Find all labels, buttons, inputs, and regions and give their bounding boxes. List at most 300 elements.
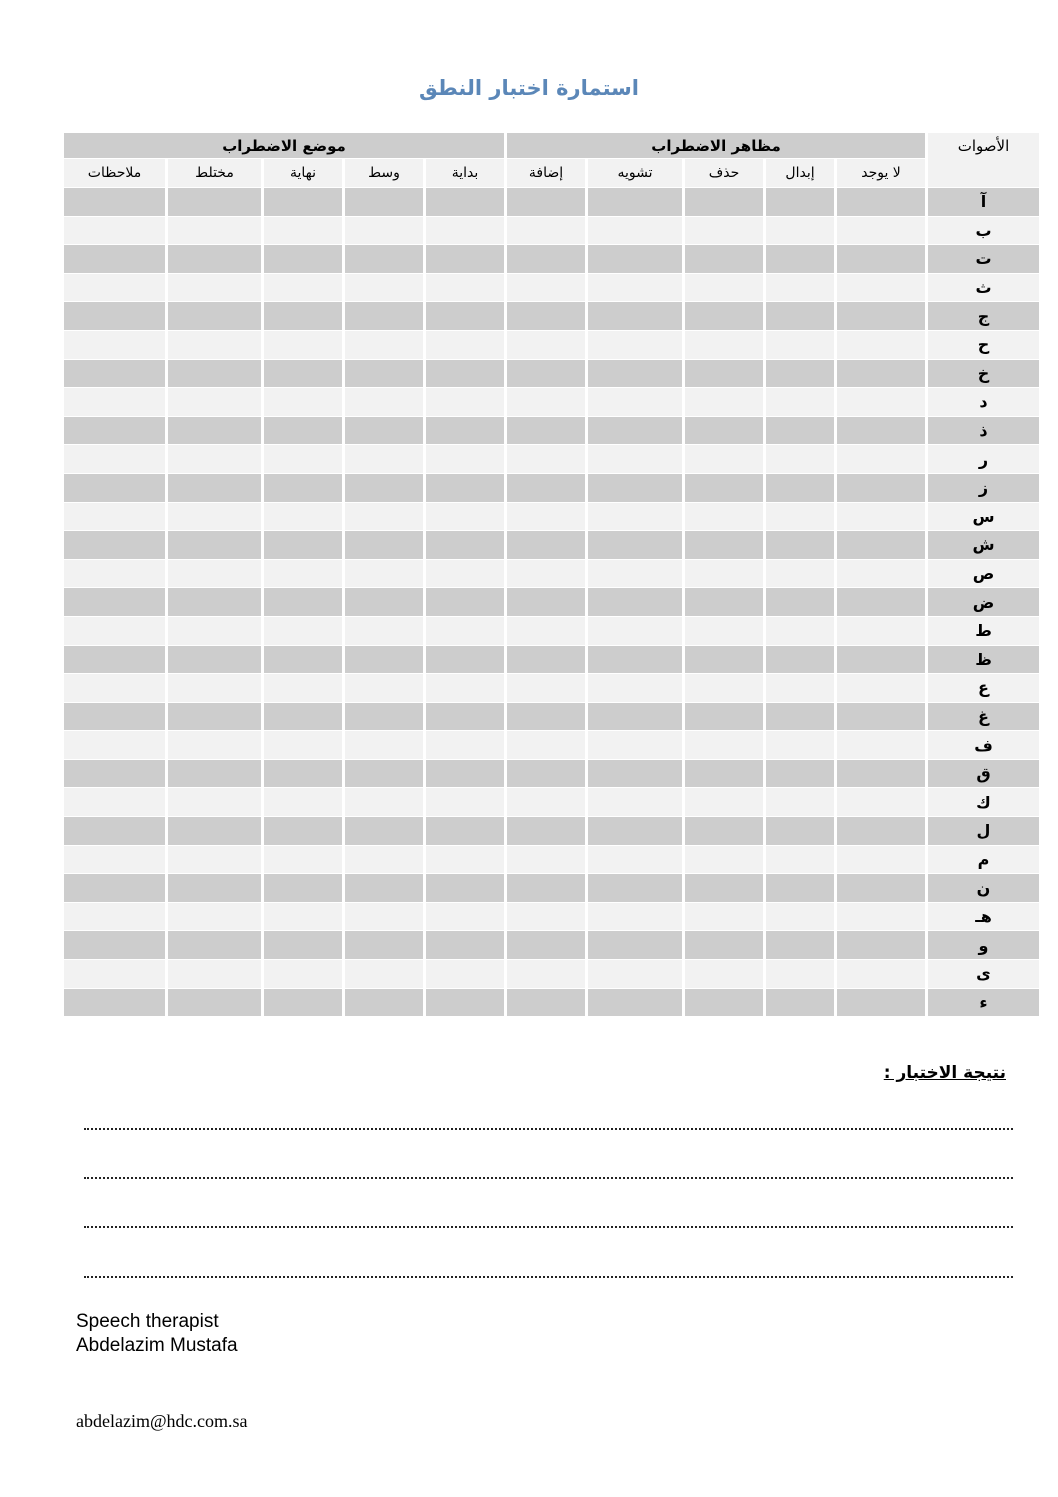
table-cell[interactable] — [507, 617, 585, 645]
table-cell[interactable] — [766, 989, 834, 1017]
table-cell[interactable] — [426, 331, 504, 359]
table-cell[interactable] — [345, 417, 423, 445]
table-cell[interactable] — [345, 846, 423, 874]
table-cell[interactable] — [264, 931, 342, 959]
table-cell[interactable] — [345, 245, 423, 273]
table-cell[interactable] — [64, 188, 165, 216]
table-cell[interactable] — [345, 388, 423, 416]
table-cell[interactable] — [766, 274, 834, 302]
table-cell[interactable] — [837, 188, 925, 216]
table-cell[interactable] — [588, 788, 682, 816]
table-cell[interactable] — [766, 674, 834, 702]
table-cell[interactable] — [588, 531, 682, 559]
table-cell[interactable] — [426, 445, 504, 473]
table-cell[interactable] — [264, 417, 342, 445]
table-cell[interactable] — [507, 760, 585, 788]
table-cell[interactable] — [264, 531, 342, 559]
table-cell[interactable] — [507, 474, 585, 502]
table-cell[interactable] — [507, 931, 585, 959]
table-cell[interactable] — [507, 331, 585, 359]
table-cell[interactable] — [766, 388, 834, 416]
table-cell[interactable] — [685, 788, 763, 816]
table-cell[interactable] — [168, 646, 261, 674]
table-cell[interactable] — [345, 989, 423, 1017]
table-cell[interactable] — [168, 245, 261, 273]
table-cell[interactable] — [507, 960, 585, 988]
table-cell[interactable] — [766, 188, 834, 216]
table-cell[interactable] — [64, 731, 165, 759]
table-cell[interactable] — [345, 217, 423, 245]
table-cell[interactable] — [507, 217, 585, 245]
table-cell[interactable] — [426, 817, 504, 845]
table-cell[interactable] — [264, 360, 342, 388]
table-cell[interactable] — [588, 903, 682, 931]
result-line-2[interactable] — [84, 1177, 1013, 1179]
table-cell[interactable] — [426, 703, 504, 731]
table-cell[interactable] — [64, 788, 165, 816]
result-line-1[interactable] — [84, 1128, 1013, 1130]
table-cell[interactable] — [264, 903, 342, 931]
table-cell[interactable] — [588, 274, 682, 302]
table-cell[interactable] — [345, 703, 423, 731]
table-cell[interactable] — [766, 960, 834, 988]
table-cell[interactable] — [685, 846, 763, 874]
table-cell[interactable] — [64, 245, 165, 273]
table-cell[interactable] — [766, 560, 834, 588]
table-cell[interactable] — [837, 760, 925, 788]
table-cell[interactable] — [168, 331, 261, 359]
table-cell[interactable] — [264, 503, 342, 531]
table-cell[interactable] — [426, 274, 504, 302]
table-cell[interactable] — [507, 674, 585, 702]
table-cell[interactable] — [345, 188, 423, 216]
table-cell[interactable] — [588, 703, 682, 731]
table-cell[interactable] — [685, 703, 763, 731]
sound-letter: ذ — [928, 417, 1039, 445]
table-cell[interactable] — [64, 388, 165, 416]
table-cell[interactable] — [264, 817, 342, 845]
table-cell[interactable] — [837, 674, 925, 702]
table-cell[interactable] — [685, 474, 763, 502]
table-cell[interactable] — [264, 217, 342, 245]
table-cell[interactable] — [426, 588, 504, 616]
table-cell[interactable] — [168, 445, 261, 473]
table-cell[interactable] — [426, 188, 504, 216]
table-cell[interactable] — [588, 846, 682, 874]
table-cell[interactable] — [588, 388, 682, 416]
table-cell[interactable] — [345, 503, 423, 531]
table-cell[interactable] — [426, 874, 504, 902]
table-cell[interactable] — [168, 788, 261, 816]
table-cell[interactable] — [426, 903, 504, 931]
table-cell[interactable] — [766, 588, 834, 616]
table-cell[interactable] — [507, 788, 585, 816]
table-cell[interactable] — [507, 817, 585, 845]
table-cell[interactable] — [507, 560, 585, 588]
table-cell[interactable] — [685, 445, 763, 473]
table-cell[interactable] — [64, 360, 165, 388]
table-cell[interactable] — [507, 188, 585, 216]
table-cell[interactable] — [685, 588, 763, 616]
table-cell[interactable] — [64, 817, 165, 845]
table-cell[interactable] — [264, 960, 342, 988]
table-cell[interactable] — [766, 360, 834, 388]
table-cell[interactable] — [345, 903, 423, 931]
table-cell[interactable] — [168, 703, 261, 731]
table-cell[interactable] — [837, 731, 925, 759]
table-cell[interactable] — [507, 703, 585, 731]
table-cell[interactable] — [685, 560, 763, 588]
table-cell[interactable] — [64, 274, 165, 302]
table-cell[interactable] — [345, 817, 423, 845]
table-cell[interactable] — [264, 846, 342, 874]
table-cell[interactable] — [837, 846, 925, 874]
table-cell[interactable] — [426, 989, 504, 1017]
table-cell[interactable] — [588, 217, 682, 245]
table-cell[interactable] — [426, 674, 504, 702]
table-cell[interactable] — [837, 274, 925, 302]
table-cell[interactable] — [507, 588, 585, 616]
table-cell[interactable] — [837, 388, 925, 416]
table-cell[interactable] — [64, 331, 165, 359]
table-cell[interactable] — [766, 531, 834, 559]
table-cell[interactable] — [64, 417, 165, 445]
table-cell[interactable] — [345, 360, 423, 388]
table-cell[interactable] — [168, 360, 261, 388]
table-cell[interactable] — [837, 646, 925, 674]
table-cell[interactable] — [426, 960, 504, 988]
table-cell[interactable] — [64, 560, 165, 588]
table-cell[interactable] — [588, 474, 682, 502]
table-cell[interactable] — [426, 388, 504, 416]
table-cell[interactable] — [685, 760, 763, 788]
table-cell[interactable] — [345, 617, 423, 645]
table-cell[interactable] — [426, 217, 504, 245]
table-cell[interactable] — [766, 417, 834, 445]
table-cell[interactable] — [168, 217, 261, 245]
table-cell[interactable] — [685, 989, 763, 1017]
table-cell[interactable] — [588, 188, 682, 216]
table-cell[interactable] — [588, 445, 682, 473]
table-cell[interactable] — [507, 302, 585, 330]
table-cell[interactable] — [685, 531, 763, 559]
table-cell[interactable] — [837, 788, 925, 816]
table-cell[interactable] — [588, 646, 682, 674]
signature-block — [76, 1310, 238, 1358]
table-cell[interactable] — [766, 646, 834, 674]
table-cell[interactable] — [426, 503, 504, 531]
table-cell[interactable] — [345, 874, 423, 902]
table-cell[interactable] — [345, 731, 423, 759]
table-cell[interactable] — [766, 788, 834, 816]
table-cell[interactable] — [426, 560, 504, 588]
table-cell[interactable] — [264, 474, 342, 502]
table-cell[interactable] — [64, 874, 165, 902]
table-cell[interactable] — [837, 360, 925, 388]
table-cell[interactable] — [426, 474, 504, 502]
table-cell[interactable] — [168, 274, 261, 302]
table-cell[interactable] — [345, 331, 423, 359]
table-cell[interactable] — [588, 731, 682, 759]
table-cell[interactable] — [837, 903, 925, 931]
table-cell[interactable] — [766, 302, 834, 330]
sound-letter: آ — [928, 188, 1039, 216]
sound-letter: س — [928, 503, 1039, 531]
table-cell[interactable] — [588, 302, 682, 330]
table-cell[interactable] — [766, 503, 834, 531]
table-cell[interactable] — [685, 417, 763, 445]
table-cell[interactable] — [168, 388, 261, 416]
table-cell[interactable] — [685, 503, 763, 531]
table-cell[interactable] — [588, 674, 682, 702]
table-cell[interactable] — [64, 302, 165, 330]
table-cell[interactable] — [588, 560, 682, 588]
table-cell[interactable] — [264, 674, 342, 702]
table-cell[interactable] — [766, 931, 834, 959]
table-cell[interactable] — [64, 674, 165, 702]
table-cell[interactable] — [588, 588, 682, 616]
table-cell[interactable] — [766, 474, 834, 502]
table-cell[interactable] — [64, 960, 165, 988]
table-cell[interactable] — [766, 760, 834, 788]
table-cell[interactable] — [264, 989, 342, 1017]
table-cell[interactable] — [837, 331, 925, 359]
table-cell[interactable] — [264, 445, 342, 473]
table-cell[interactable] — [507, 417, 585, 445]
table-cell[interactable] — [507, 245, 585, 273]
table-cell[interactable] — [64, 588, 165, 616]
table-cell[interactable] — [588, 960, 682, 988]
table-cell[interactable] — [837, 874, 925, 902]
table-cell[interactable] — [507, 989, 585, 1017]
table-cell[interactable] — [685, 874, 763, 902]
table-cell[interactable] — [426, 931, 504, 959]
table-cell[interactable] — [64, 646, 165, 674]
table-cell[interactable] — [766, 245, 834, 273]
table-cell[interactable] — [588, 245, 682, 273]
table-cell[interactable] — [507, 903, 585, 931]
result-line-4[interactable] — [84, 1276, 1013, 1278]
table-cell[interactable] — [426, 846, 504, 874]
table-cell[interactable] — [168, 817, 261, 845]
table-cell[interactable] — [426, 788, 504, 816]
table-cell[interactable] — [766, 217, 834, 245]
table-cell[interactable] — [588, 503, 682, 531]
table-cell[interactable] — [426, 531, 504, 559]
table-cell[interactable] — [264, 245, 342, 273]
table-cell[interactable] — [264, 646, 342, 674]
table-cell[interactable] — [685, 274, 763, 302]
table-cell[interactable] — [507, 445, 585, 473]
table-cell[interactable] — [837, 989, 925, 1017]
table-cell[interactable] — [168, 674, 261, 702]
table-cell[interactable] — [685, 388, 763, 416]
table-cell[interactable] — [264, 188, 342, 216]
table-cell[interactable] — [426, 360, 504, 388]
table-cell[interactable] — [64, 503, 165, 531]
table-cell[interactable] — [426, 245, 504, 273]
table-cell[interactable] — [345, 760, 423, 788]
table-cell[interactable] — [426, 760, 504, 788]
table-cell[interactable] — [168, 960, 261, 988]
table-cell[interactable] — [507, 388, 585, 416]
table-cell[interactable] — [766, 817, 834, 845]
table-cell[interactable] — [64, 217, 165, 245]
table-cell[interactable] — [507, 846, 585, 874]
table-cell[interactable] — [837, 531, 925, 559]
table-cell[interactable] — [837, 960, 925, 988]
table-cell[interactable] — [345, 445, 423, 473]
table-cell[interactable] — [507, 503, 585, 531]
result-line-3[interactable] — [84, 1226, 1013, 1228]
table-cell[interactable] — [588, 417, 682, 445]
table-cell[interactable] — [345, 960, 423, 988]
table-cell[interactable] — [837, 245, 925, 273]
table-cell[interactable] — [685, 617, 763, 645]
table-cell[interactable] — [168, 188, 261, 216]
table-cell[interactable] — [264, 617, 342, 645]
table-cell[interactable] — [837, 445, 925, 473]
table-cell[interactable] — [345, 531, 423, 559]
table-cell[interactable] — [837, 617, 925, 645]
table-cell[interactable] — [64, 760, 165, 788]
table-cell[interactable] — [345, 931, 423, 959]
table-cell[interactable] — [64, 531, 165, 559]
table-cell[interactable] — [264, 588, 342, 616]
table-cell[interactable] — [426, 302, 504, 330]
table-cell[interactable] — [766, 874, 834, 902]
table-cell[interactable] — [507, 360, 585, 388]
table-cell[interactable] — [837, 503, 925, 531]
table-cell[interactable] — [588, 874, 682, 902]
table-cell[interactable] — [168, 531, 261, 559]
table-cell[interactable] — [837, 474, 925, 502]
table-cell[interactable] — [507, 731, 585, 759]
table-cell[interactable] — [264, 331, 342, 359]
table-cell[interactable] — [264, 731, 342, 759]
table-cell[interactable] — [507, 874, 585, 902]
table-cell[interactable] — [837, 931, 925, 959]
table-cell[interactable] — [168, 503, 261, 531]
table-cell[interactable] — [64, 846, 165, 874]
table-cell[interactable] — [685, 903, 763, 931]
table-cell[interactable] — [345, 646, 423, 674]
table-cell[interactable] — [837, 817, 925, 845]
table-cell[interactable] — [168, 302, 261, 330]
table-cell[interactable] — [345, 674, 423, 702]
table-cell[interactable] — [168, 588, 261, 616]
table-cell[interactable] — [588, 360, 682, 388]
table-cell[interactable] — [588, 617, 682, 645]
table-cell[interactable] — [685, 674, 763, 702]
table-cell[interactable] — [64, 617, 165, 645]
table-cell[interactable] — [64, 703, 165, 731]
table-cell[interactable] — [345, 474, 423, 502]
table-cell[interactable] — [685, 302, 763, 330]
table-cell[interactable] — [64, 445, 165, 473]
table-cell[interactable] — [64, 989, 165, 1017]
sound-letter: ب — [928, 217, 1039, 245]
table-cell[interactable] — [837, 560, 925, 588]
table-cell[interactable] — [766, 846, 834, 874]
table-cell[interactable] — [685, 931, 763, 959]
table-cell[interactable] — [685, 245, 763, 273]
sounds-header: الأصوات — [928, 133, 1039, 187]
table-cell[interactable] — [64, 903, 165, 931]
table-cell[interactable] — [168, 989, 261, 1017]
table-cell[interactable] — [837, 417, 925, 445]
table-cell[interactable] — [588, 989, 682, 1017]
table-cell[interactable] — [168, 617, 261, 645]
table-cell[interactable] — [168, 903, 261, 931]
table-cell[interactable] — [64, 474, 165, 502]
table-cell[interactable] — [345, 302, 423, 330]
table-cell[interactable] — [264, 302, 342, 330]
table-cell[interactable] — [345, 588, 423, 616]
table-cell[interactable] — [685, 817, 763, 845]
table-cell[interactable] — [685, 188, 763, 216]
table-cell[interactable] — [588, 931, 682, 959]
table-cell[interactable] — [345, 274, 423, 302]
table-cell[interactable] — [766, 731, 834, 759]
table-cell[interactable] — [345, 560, 423, 588]
table-cell[interactable] — [264, 760, 342, 788]
table-cell[interactable] — [426, 617, 504, 645]
table-cell[interactable] — [264, 788, 342, 816]
table-cell[interactable] — [766, 617, 834, 645]
table-cell[interactable] — [685, 360, 763, 388]
table-cell[interactable] — [426, 417, 504, 445]
table-cell[interactable] — [345, 788, 423, 816]
table-cell[interactable] — [168, 931, 261, 959]
table-cell[interactable] — [837, 302, 925, 330]
table-cell[interactable] — [168, 417, 261, 445]
table-cell[interactable] — [837, 217, 925, 245]
table-cell[interactable] — [264, 388, 342, 416]
table-cell[interactable] — [264, 274, 342, 302]
table-cell[interactable] — [685, 331, 763, 359]
table-cell[interactable] — [264, 560, 342, 588]
table-cell[interactable] — [426, 731, 504, 759]
table-cell[interactable] — [168, 874, 261, 902]
table-cell[interactable] — [685, 960, 763, 988]
table-cell[interactable] — [588, 760, 682, 788]
table-cell[interactable] — [168, 846, 261, 874]
table-cell[interactable] — [507, 531, 585, 559]
table-cell[interactable] — [264, 874, 342, 902]
table-cell[interactable] — [766, 331, 834, 359]
table-cell[interactable] — [264, 703, 342, 731]
table-cell[interactable] — [588, 331, 682, 359]
table-cell[interactable] — [168, 731, 261, 759]
table-cell[interactable] — [507, 646, 585, 674]
table-cell[interactable] — [426, 646, 504, 674]
table-cell[interactable] — [766, 703, 834, 731]
table-cell[interactable] — [766, 903, 834, 931]
table-cell[interactable] — [837, 703, 925, 731]
table-cell[interactable] — [685, 731, 763, 759]
table-cell[interactable] — [168, 474, 261, 502]
table-cell[interactable] — [588, 817, 682, 845]
table-cell[interactable] — [685, 646, 763, 674]
table-cell[interactable] — [685, 217, 763, 245]
table-cell[interactable] — [837, 588, 925, 616]
table-cell[interactable] — [766, 445, 834, 473]
table-cell[interactable] — [168, 560, 261, 588]
table-cell[interactable] — [64, 931, 165, 959]
table-cell[interactable] — [507, 274, 585, 302]
table-cell[interactable] — [168, 760, 261, 788]
